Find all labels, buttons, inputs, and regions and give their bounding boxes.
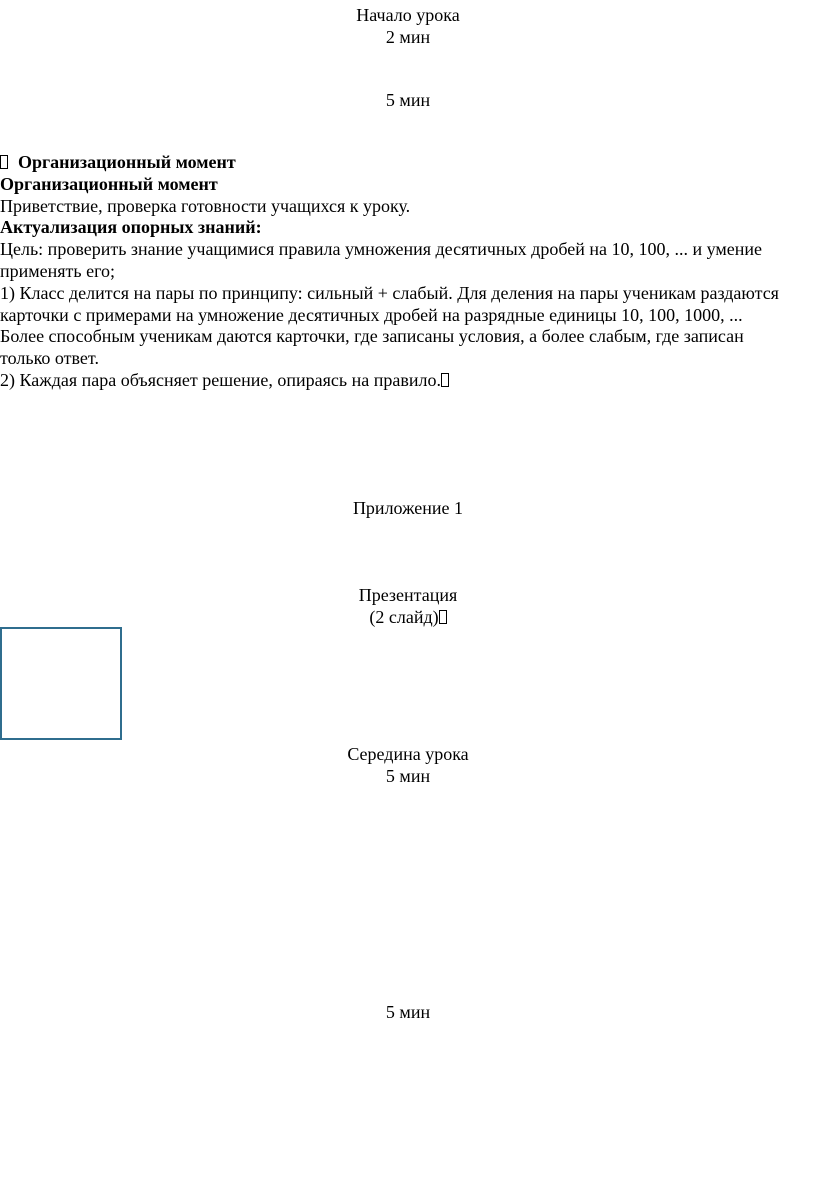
duration-5min-middle: 5 мин bbox=[385, 766, 431, 786]
knowledge-heading: Актуализация опорных знаний: bbox=[0, 217, 262, 238]
lesson-content bbox=[0, 152, 816, 392]
missing-glyph-icon bbox=[439, 610, 447, 624]
greeting-text: Приветствие, проверка готовности учащихся к уроку. bbox=[0, 195, 411, 216]
slide-label: (2 слайд) bbox=[369, 607, 439, 627]
presentation-label: Презентация bbox=[358, 585, 458, 605]
duration-5min-bottom: 5 мин bbox=[385, 1002, 431, 1022]
step1-line-2: карточки с примерами на умножение десятичных дробей на разрядные единицы 10, 100, 1000, ... bbox=[0, 304, 743, 325]
duration-2min: 2 мин bbox=[385, 27, 431, 47]
lesson-start-label: Начало урока bbox=[356, 5, 460, 25]
goal-line-1: Цель: проверить знание учащимися правила умножения десятичных дробей на 10, 100, ... и умение bbox=[0, 239, 763, 260]
step1-line-4: только ответ. bbox=[0, 348, 99, 369]
slide-row bbox=[0, 606, 816, 628]
section-heading-row bbox=[0, 152, 816, 174]
missing-glyph-icon bbox=[441, 373, 449, 387]
appendix-label: Приложение 1 bbox=[352, 498, 464, 518]
step2-row bbox=[0, 370, 816, 392]
lesson-middle-label: Середина урока bbox=[347, 744, 469, 764]
duration-5min: 5 мин bbox=[385, 90, 431, 110]
goal-line-2: применять его; bbox=[0, 260, 116, 281]
missing-glyph-icon bbox=[0, 155, 8, 169]
step2-text: 2) Каждая пара объясняет решение, опираясь на правило. bbox=[0, 369, 441, 390]
subheading: Организационный момент bbox=[0, 173, 218, 194]
step1-line-3: Более способным ученикам даются карточки, где записаны условия, а более слабым, где записан bbox=[0, 326, 744, 347]
step1-line-1: 1) Класс делится на пары по принципу: сильный + слабый. Для деления на пары ученикам раздаются bbox=[0, 282, 779, 303]
image-placeholder-frame bbox=[0, 627, 122, 740]
section-heading: Организационный момент bbox=[18, 152, 236, 172]
